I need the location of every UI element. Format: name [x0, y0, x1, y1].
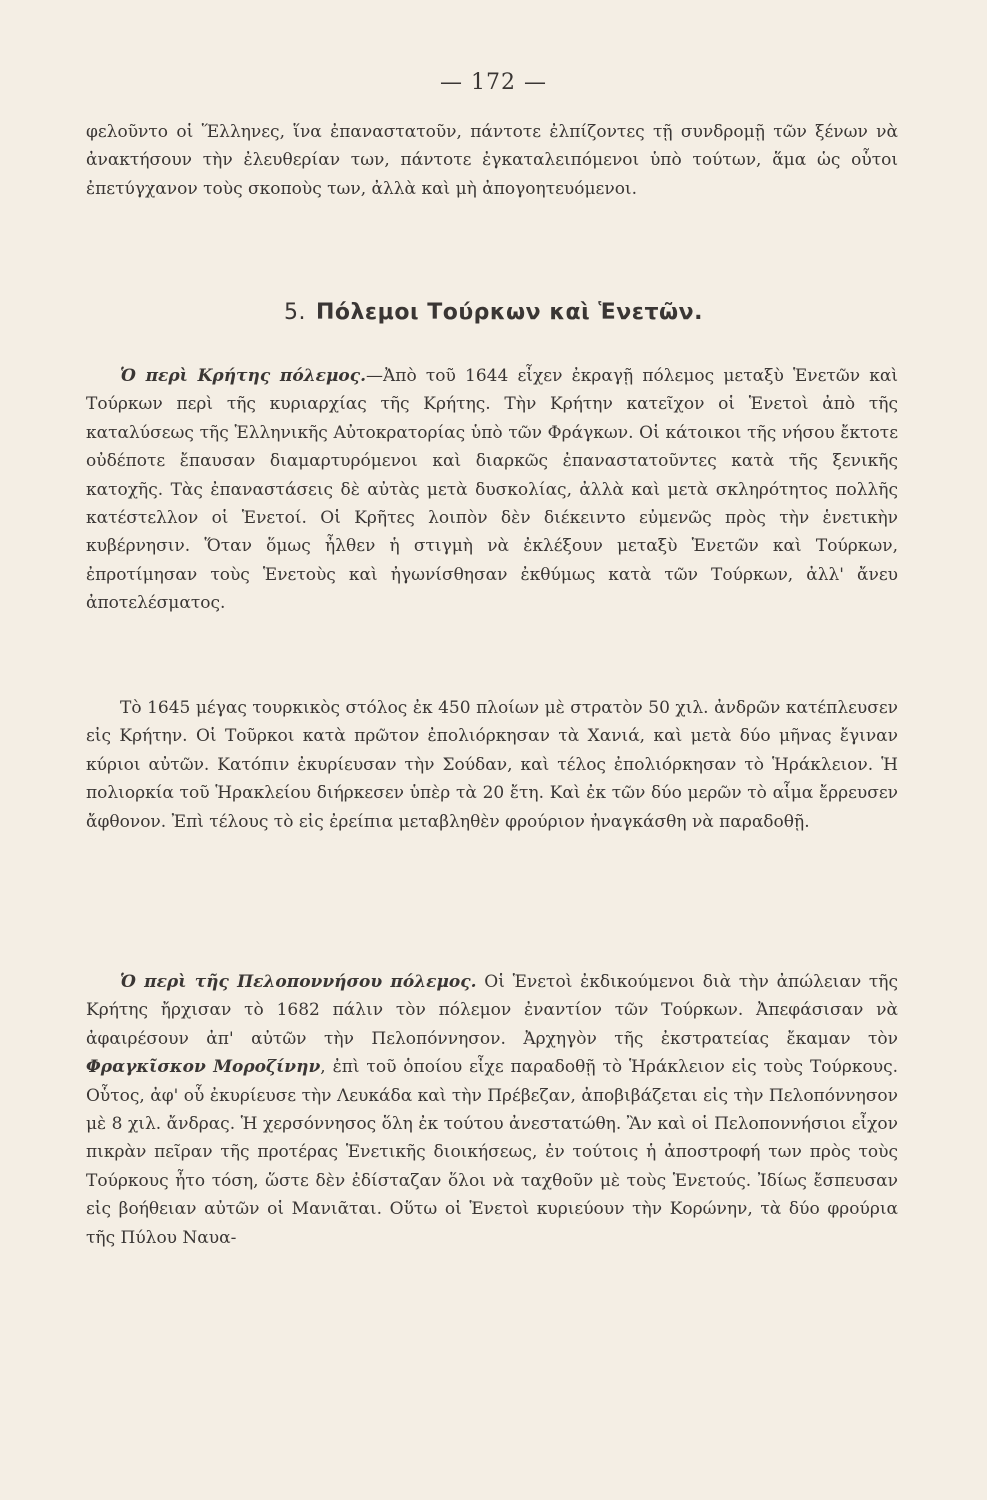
section-heading	[0, 300, 987, 325]
paragraph-1645-siege	[86, 694, 898, 836]
paragraph-peloponnese-war-title: Ὁ περὶ τῆς Πελοποννήσου πόλεμος.	[120, 972, 477, 992]
section-number: 5.	[283, 300, 306, 325]
morosini-name: Φραγκῖσκον Μοροζίνην	[86, 1057, 321, 1078]
paragraph-crete-war-body: —Ἀπὸ τοῦ 1644 εἶχεν ἐκραγῇ πόλεμος μεταξὺ Ἑνετῶν καὶ Τούρκων περὶ τῆς κυριαρχίας τῆς Κρήτης. Τὴν Κρήτην κατεῖχον οἱ Ἑνετοὶ ἀπὸ τῆς καταλύσεως τῆς Ἑλληνικῆς Αὐτοκρατορίας ὑπὸ τῶν Φράγκων. Οἱ κάτοικοι τῆς νήσου ἔκτοτε οὐδέποτε ἔπαυσαν διαμαρτυρόμενοι καὶ διαρκῶς ἐπαναστατοῦντες κατὰ τῆς ξενικῆς κατοχῆς. Τὰς ἐπαναστάσεις δὲ αὐτὰς μετὰ δυσκολίας, ἀλλὰ καὶ μετὰ σκληρότητος πολλῆς κατέστελλον οἱ Ἑνετοί. Οἱ Κρῆτες λοιπὸν δὲν διέκειντο εὐμενῶς πρὸς τὴν ἑνετικὴν κυβέρνησιν. Ὅταν ὅμως ἦλθεν ἡ στιγμὴ νὰ ἐκλέξουν μεταξὺ Ἑνετῶν καὶ Τούρκων, ἐπροτίμησαν τοὺς Ἑνετοὺς καὶ ἠγωνίσθησαν ἐκθύμως κατὰ τῶν Τούρκων, ἀλλ' ἄνευ ἀποτελέσματος.	[86, 366, 898, 614]
paragraph-peloponnese-war-body-a: Οἱ Ἑνετοὶ ἐκδικούμενοι διὰ τὴν ἀπώλειαν τῆς Κρήτης ἤρχισαν τὸ 1682 πάλιν τὸν πόλεμον ἐναντίον τῶν Τούρκων. Ἀπεφάσισαν νὰ ἀφαιρέσουν ἀπ' αὐτῶν τὴν Πελοπόννησον. Ἀρχηγὸν τῆς ἐκστρατείας ἔκαμαν τὸν	[86, 972, 899, 1049]
paragraph-crete-war	[86, 362, 898, 618]
paragraph-crete-war-text	[86, 362, 898, 618]
paragraph-crete-war-title: Ὁ περὶ Κρήτης πόλεμος.	[120, 366, 366, 386]
intro-text: φελοῦντο οἱ Ἕλληνες, ἵνα ἐπαναστατοῦν, πάντοτε ἐλπίζοντες τῇ συνδρομῇ τῶν ξένων νὰ ἀνακτήσουν τὴν ἐλευθερίαν των, πάντοτε ἐγκαταλειπόμενοι ὑπὸ τούτων, ἅμα ὡς οὗτοι ἐπετύγχανον τοὺς σκοποὺς των, ἀλλὰ καὶ μὴ ἀπογοητευόμενοι.	[86, 122, 898, 199]
page-number: — 172 —	[440, 70, 547, 95]
paragraph-1645-siege-text: Τὸ 1645 μέγας τουρκικὸς στόλος ἐκ 450 πλοίων μὲ στρατὸν 50 χιλ. ἀνδρῶν κατέπλευσεν εἰς Κρήτην. Οἱ Τοῦρκοι κατὰ πρῶτον ἐπολιόρκησαν τὰ Χανιά, καὶ μετὰ δύο μῆνας ἔγιναν κύριοι αὐτῶν. Κατόπιν ἐκυρίευσαν τὴν Σούδαν, καὶ τέλος ἐπολιόρκησαν τὸ Ἡράκλειον. Ἡ πολιορκία τοῦ Ἡρακλείου διήρκεσεν ὑπὲρ τὰ 20 ἔτη. Καὶ ἐκ τῶν δύο μερῶν τὸ αἷμα ἔρρευσεν ἄφθονον. Ἐπὶ τέλους τὸ εἰς ἐρείπια μεταβληθὲν φρούριον ἠναγκάσθη νὰ παραδοθῇ.	[86, 698, 898, 832]
paragraph-peloponnese-war	[86, 968, 898, 1252]
intro-paragraph	[86, 118, 898, 203]
section-title: Πόλεμοι Τούρκων καὶ Ἑνετῶν.	[315, 300, 704, 325]
paragraph-peloponnese-war-body-b: , ἐπὶ τοῦ ὁποίου εἶχε παραδοθῇ τὸ Ἡράκλειον εἰς τοὺς Τούρκους. Οὗτος, ἀφ' οὗ ἐκυρίευσε τὴν Λευκάδα καὶ τὴν Πρέβεζαν, ἀποβιβάζεται εἰς τὴν Πελοπόννησον μὲ 8 χιλ. ἄνδρας. Ἡ χερσόννησος ὅλη ἐκ τούτου ἀνεστατώθη. Ἂν καὶ οἱ Πελοποννήσιοι εἶχον πικρὰν πεῖραν τῆς προτέρας Ἑνετικῆς διοικήσεως, ἐν τούτοις ἡ ἀποστροφή των πρὸς τοὺς Τούρκους ἦτο τόση, ὥστε δὲν ἐδίσταζαν ὅλοι νὰ ταχθοῦν μὲ τοὺς Ἑνετούς. Ἰδίως ἔσπευσαν εἰς βοήθειαν αὐτῶν οἱ Μανιᾶται. Οὕτω οἱ Ἑνετοὶ κυριεύουν τὴν Κορώνην, τὰ δύο φρούρια τῆς Πύλου Ναυα-	[86, 1057, 898, 1248]
paragraph-peloponnese-war-text	[86, 968, 898, 1252]
